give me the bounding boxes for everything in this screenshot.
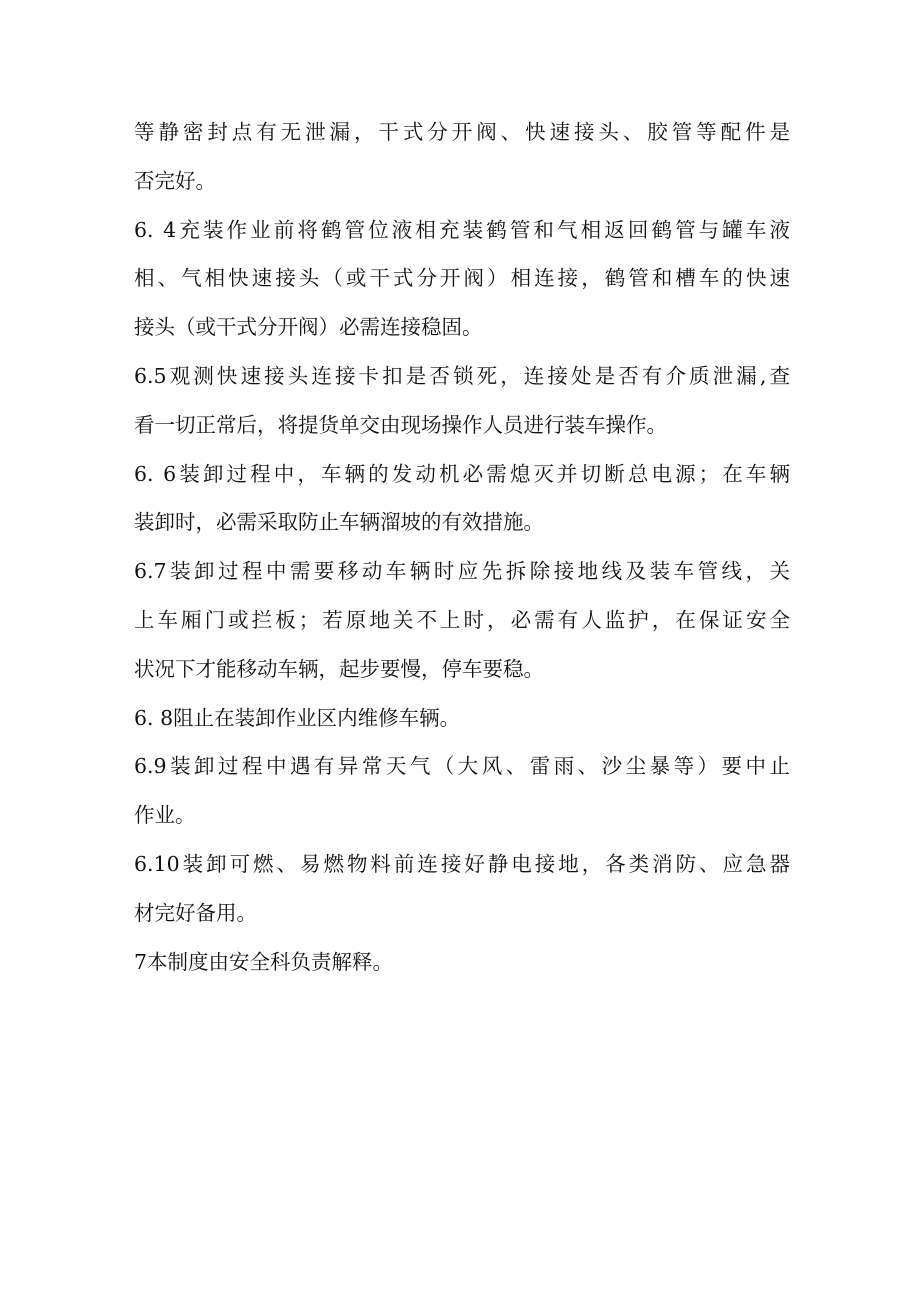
text-line: 等静密封点有无泄漏，干式分开阀、快速接头、胶管等配件是: [134, 120, 790, 144]
text-line: 上车厢门或拦板；若原地关不上时，必需有人监护，在保证安全: [134, 607, 790, 632]
text-line: 6.7装卸过程中需要移动车辆时应先拆除接地线及装车管线，关: [134, 559, 790, 584]
text-line: 6. 4充装作业前将鹤管位液相充装鹤管和气相返回鹤管与罐车液: [134, 217, 790, 242]
text-line: 6.10装卸可燃、易燃物料前连接好静电接地，各类消防、应急器: [134, 851, 790, 876]
text-line: 状况下才能移动车辆，起步要慢，停车要稳。: [134, 656, 544, 681]
text-line: 作业。: [134, 803, 196, 828]
text-line: 相、气相快速接头（或干式分开阀）相连接，鹤管和槽车的快速: [134, 266, 790, 291]
text-line: 6. 6装卸过程中，车辆的发动机必需熄灭并切断总电源；在车辆: [134, 461, 790, 486]
text-line: 6.5观测快速接头连接卡扣是否锁死，连接处是否有介质泄漏,查: [134, 363, 790, 388]
text-line: 否完好。: [134, 168, 216, 193]
document-body: [134, 112, 790, 990]
text-line: 6.9装卸过程中遇有异常天气（大风、雷雨、沙尘暴等）要中止: [134, 754, 790, 779]
text-line: 接头（或干式分开阀）必需连接稳固。: [134, 315, 483, 340]
text-line: 看一切正常后，将提货单交由现场操作人员进行装车操作。: [134, 412, 667, 437]
text-line: 6. 8阻止在装卸作业区内维修车辆。: [134, 705, 461, 730]
text-line: 材完好备用。: [134, 900, 257, 925]
text-line: 装卸时，必需采取防止车辆溜坡的有效措施。: [134, 510, 544, 535]
text-line: 7本制度由安全科负责解释。: [134, 949, 394, 974]
